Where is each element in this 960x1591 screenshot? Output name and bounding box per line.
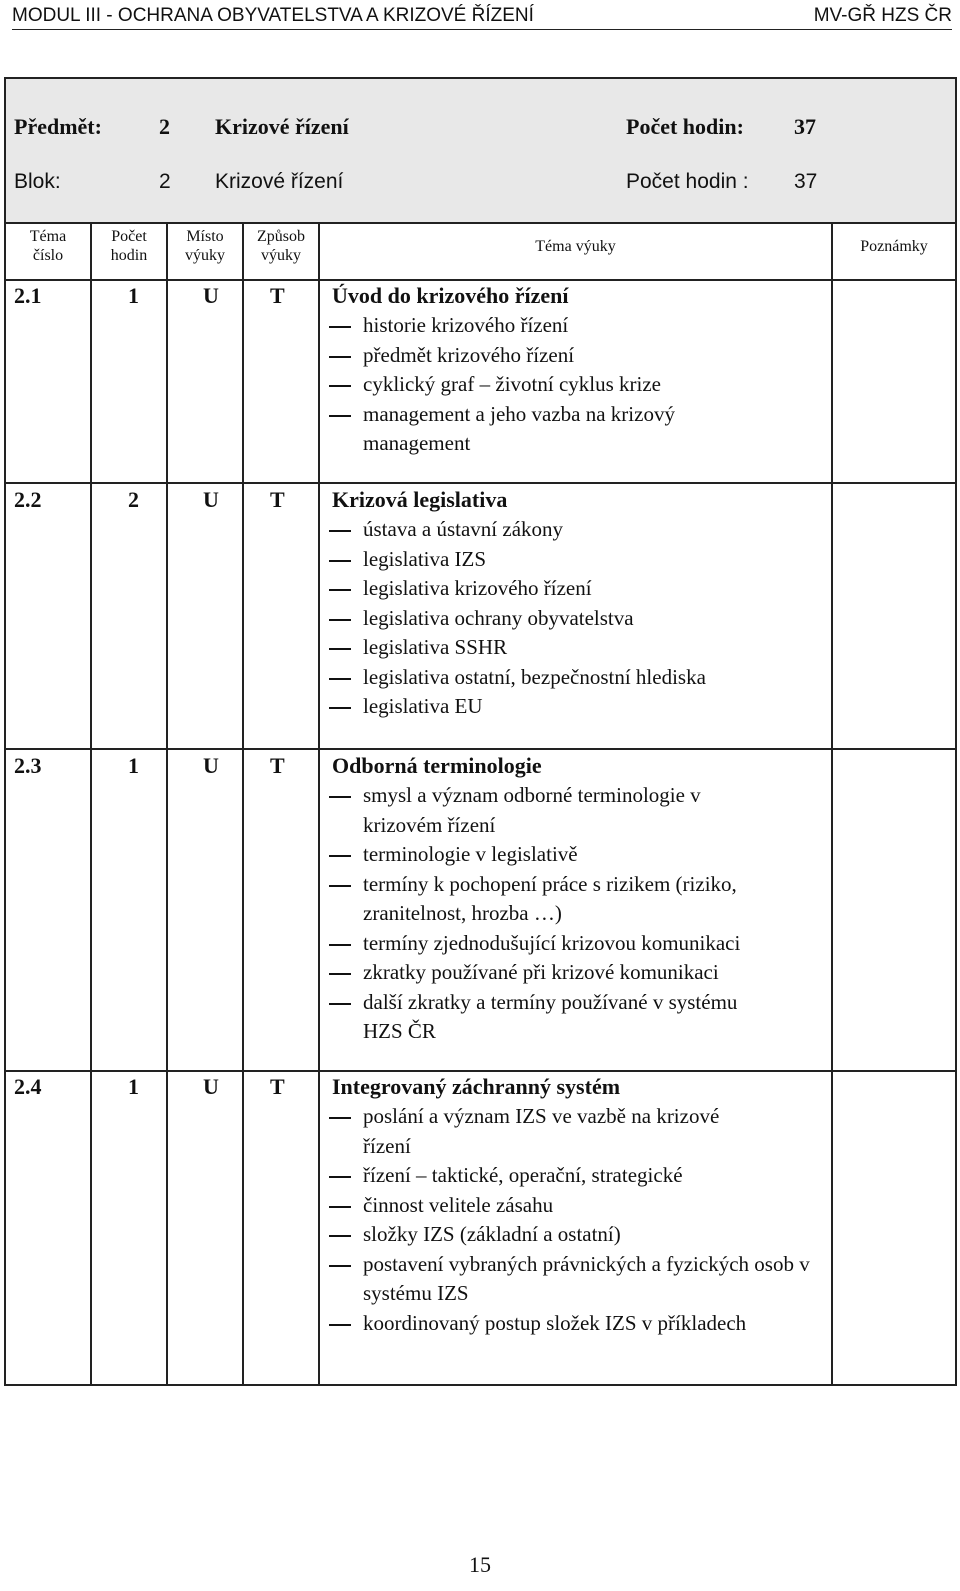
row-border [6, 748, 955, 750]
row-border [6, 482, 955, 484]
block-name: Krizové řízení [215, 170, 344, 193]
block-label: Blok: [14, 170, 61, 193]
row-topic-number: 2.1 [14, 283, 42, 308]
row-topic-number: 2.4 [14, 1074, 42, 1099]
subject-hours: 37 [794, 114, 816, 139]
list-item: legislativa IZS [326, 545, 831, 575]
list-item: poslání a význam IZS ve vazbě na krizové řízení [326, 1102, 831, 1161]
list-item: cyklický graf – životní cyklus krize [326, 370, 831, 400]
column-border [90, 224, 92, 1384]
row-topic-number: 2.2 [14, 487, 42, 512]
list-item: smysl a význam odborné terminologie v krizovém řízení [326, 781, 831, 840]
running-header [12, 4, 952, 30]
row-method: T [270, 1074, 285, 1099]
col-header-notes: Poznámky [860, 238, 928, 255]
list-item: zkratky používané při krizové komunikaci [326, 958, 831, 988]
block-row [6, 166, 955, 202]
row-place: U [203, 753, 219, 778]
col-header-hours: Počet hodin [110, 228, 148, 264]
list-item: management a jeho vazba na krizový management [326, 400, 831, 459]
column-border [831, 224, 833, 1384]
row-title: Krizová legislativa [332, 487, 508, 512]
list-item: složky IZS (základní a ostatní) [326, 1220, 831, 1250]
row-method: T [270, 283, 285, 308]
block-number: 2 [159, 170, 171, 193]
col-header-method: Způsob výuky [257, 228, 305, 264]
col-header-place: Místo výuky [185, 228, 225, 264]
row-place: U [203, 283, 219, 308]
list-item: legislativa SSHR [326, 633, 831, 663]
subject-label: Předmět: [14, 114, 102, 139]
block-hours-label: Počet hodin : [626, 170, 749, 193]
col-header-topic-no: Téma číslo [29, 228, 67, 264]
curriculum-table [4, 77, 957, 1386]
topic-list [326, 515, 831, 722]
subject-row [6, 110, 955, 146]
list-item: řízení – taktické, operační, strategické [326, 1161, 831, 1191]
list-item: postavení vybraných právnických a fyzických osob v systému IZS [326, 1250, 831, 1309]
row-hours: 1 [128, 1074, 139, 1099]
row-hours: 1 [128, 753, 139, 778]
row-border [6, 1070, 955, 1072]
list-item: historie krizového řízení [326, 311, 831, 341]
list-item: předmět krizového řízení [326, 341, 831, 371]
row-place: U [203, 487, 219, 512]
list-item: termíny zjednodušující krizovou komunikaci [326, 929, 831, 959]
list-item: činnost velitele zásahu [326, 1191, 831, 1221]
row-hours: 1 [128, 283, 139, 308]
module-title: MODUL III - OCHRANA OBYVATELSTVA A KRIZOVÉ ŘÍZENÍ [12, 5, 534, 26]
page-number: 15 [469, 1552, 491, 1577]
list-item: legislativa EU [326, 692, 831, 722]
column-border [318, 224, 320, 1384]
subject-name: Krizové řízení [215, 114, 349, 139]
list-item: terminologie v legislativě [326, 840, 831, 870]
subject-info-box [6, 79, 955, 224]
row-title: Odborná terminologie [332, 753, 542, 778]
list-item: legislativa ochrany obyvatelstva [326, 604, 831, 634]
subject-number: 2 [159, 114, 170, 139]
row-border [6, 279, 955, 281]
topic-list [326, 311, 831, 459]
list-item: legislativa krizového řízení [326, 574, 831, 604]
topic-list [326, 781, 831, 1047]
list-item: ústava a ústavní zákony [326, 515, 831, 545]
row-topic-number: 2.3 [14, 753, 42, 778]
col-header-topic: Téma výuky [535, 238, 616, 255]
list-item: koordinovaný postup složek IZS v příkladech [326, 1309, 831, 1339]
row-title: Integrovaný záchranný systém [332, 1074, 621, 1099]
row-place: U [203, 1074, 219, 1099]
list-item: legislativa ostatní, bezpečnostní hlediska [326, 663, 831, 693]
column-border [166, 224, 168, 1384]
row-method: T [270, 487, 285, 512]
column-border [242, 224, 244, 1384]
list-item: termíny k pochopení práce s rizikem (riziko, zranitelnost, hrozba …) [326, 870, 831, 929]
row-method: T [270, 753, 285, 778]
subject-hours-label: Počet hodin: [626, 114, 744, 139]
block-hours: 37 [794, 170, 818, 193]
organization-label: MV-GŘ HZS ČR [813, 5, 952, 26]
list-item: další zkratky a termíny používané v systému HZS ČR [326, 988, 831, 1047]
topic-list [326, 1102, 831, 1338]
row-title: Úvod do krizového řízení [332, 283, 569, 308]
row-hours: 2 [128, 487, 139, 512]
